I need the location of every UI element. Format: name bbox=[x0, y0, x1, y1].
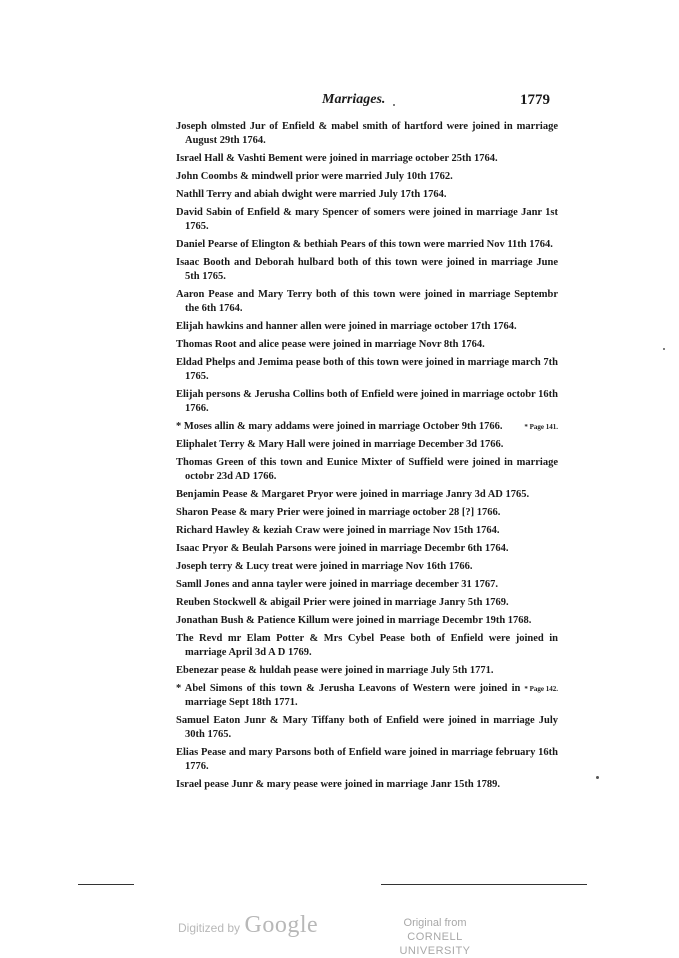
marriage-entry bbox=[176, 682, 558, 710]
entry-text: Elijah persons & Jerusha Collins both of Enfield were joined in marriage octobr 16th 1766. bbox=[176, 389, 558, 414]
entry-text: Thomas Root and alice pease were joined in marriage Novr 8th 1764. bbox=[176, 339, 485, 350]
entry-text: Richard Hawley & keziah Craw were joined in marriage Nov 15th 1764. bbox=[176, 525, 500, 536]
marriage-entry bbox=[176, 614, 558, 628]
page-header bbox=[0, 92, 679, 112]
marriage-entry bbox=[176, 170, 558, 184]
entry-text: Joseph olmsted Jur of Enfield & mabel smith of hartford were joined in marriage August 29th 1764. bbox=[176, 121, 558, 146]
entry-text: Thomas Green of this town and Eunice Mixter of Suffield were joined in marriage octobr 23d AD 1766. bbox=[176, 457, 558, 482]
page-number: 1779 bbox=[520, 92, 550, 108]
entry-text: Isaac Pryor & Beulah Parsons were joined in marriage Decembr 6th 1764. bbox=[176, 543, 509, 554]
entry-text: Elias Pease and mary Parsons both of Enfield ware joined in marriage february 16th 1776. bbox=[176, 747, 558, 772]
entry-text: Aaron Pease and Mary Terry both of this town were joined in marriage Septembr the 6th 1764. bbox=[176, 289, 558, 314]
marriage-entry bbox=[176, 632, 558, 660]
entry-text: Sharon Pease & mary Prier were joined in marriage october 28 [?] 1766. bbox=[176, 507, 501, 518]
institution-name: CORNELL UNIVERSITY bbox=[399, 931, 471, 957]
original-from-watermark bbox=[382, 916, 488, 958]
entry-text: David Sabin of Enfield & mary Spencer of somers were joined in marriage Janr 1st 1765. bbox=[176, 207, 558, 232]
google-logo: Google bbox=[244, 912, 319, 938]
ink-speck bbox=[596, 776, 599, 779]
marriage-entry bbox=[176, 120, 558, 148]
marriage-entry bbox=[176, 542, 558, 556]
marriage-entry bbox=[176, 524, 558, 538]
marriage-entry bbox=[176, 420, 558, 434]
page-reference-note: * Page 141. bbox=[524, 423, 558, 431]
entry-text: Elijah hawkins and hanner allen were joined in marriage october 17th 1764. bbox=[176, 321, 517, 332]
ink-speck bbox=[393, 104, 395, 106]
page-reference-note: * Page 142. bbox=[524, 685, 558, 693]
marriage-entry bbox=[176, 288, 558, 316]
entry-text: Samll Jones and anna tayler were joined in marriage december 31 1767. bbox=[176, 579, 498, 590]
running-title: Marriages. bbox=[322, 92, 386, 107]
entry-text: Reuben Stockwell & abigail Prier were joined in marriage Janry 5th 1769. bbox=[176, 597, 509, 608]
entry-text: Ebenezar pease & huldah pease were joined in marriage July 5th 1771. bbox=[176, 665, 494, 676]
entry-text: Benjamin Pease & Margaret Pryor were joined in marriage Janry 3d AD 1765. bbox=[176, 489, 530, 500]
marriage-entry bbox=[176, 578, 558, 592]
digitized-by-watermark bbox=[178, 912, 318, 939]
marriage-entry bbox=[176, 714, 558, 742]
entry-text: Daniel Pearse of Elington & bethiah Pears of this town were married Nov 11th 1764. bbox=[176, 239, 553, 250]
ink-speck bbox=[663, 348, 665, 350]
entry-text: Eldad Phelps and Jemima pease both of this town were joined in marriage march 7th 1765. bbox=[176, 357, 558, 382]
marriage-entry bbox=[176, 778, 558, 792]
marriage-entry bbox=[176, 256, 558, 284]
marriage-entry bbox=[176, 238, 558, 252]
marriage-entry bbox=[176, 456, 558, 484]
marriage-entry bbox=[176, 320, 558, 334]
marriage-entry bbox=[176, 206, 558, 234]
entry-text: * Moses allin & mary addams were joined in marriage October 9th 1766. bbox=[176, 421, 503, 432]
entry-text: Jonathan Bush & Patience Killum were joined in marriage Decembr 19th 1768. bbox=[176, 615, 532, 626]
original-from-label: Original from bbox=[403, 917, 467, 929]
footer-rule-left bbox=[78, 884, 134, 885]
marriage-entry bbox=[176, 356, 558, 384]
marriage-entry bbox=[176, 560, 558, 574]
marriage-entry bbox=[176, 388, 558, 416]
entry-text: Isaac Booth and Deborah hulbard both of this town were joined in marriage June 5th 1765. bbox=[176, 257, 558, 282]
entry-text: * Abel Simons of this town & Jerusha Leavons of Western were joined in marriage Sept 18th 1771. bbox=[176, 683, 521, 708]
marriage-entries bbox=[176, 120, 558, 796]
entry-text: The Revd mr Elam Potter & Mrs Cybel Pease both of Enfield were joined in marriage April 3d A D 1769. bbox=[176, 633, 558, 658]
entry-text: Joseph terry & Lucy treat were joined in marriage Nov 16th 1766. bbox=[176, 561, 473, 572]
footer-rule-right bbox=[381, 884, 587, 885]
digitized-by-label: Digitized by bbox=[178, 921, 241, 935]
entry-text: Nathll Terry and abiah dwight were married July 17th 1764. bbox=[176, 189, 447, 200]
marriage-entry bbox=[176, 664, 558, 678]
marriage-entry bbox=[176, 338, 558, 352]
entry-text: John Coombs & mindwell prior were married July 10th 1762. bbox=[176, 171, 453, 182]
entry-text: Samuel Eaton Junr & Mary Tiffany both of Enfield were joined in marriage July 30th 1765. bbox=[176, 715, 558, 740]
marriage-entry bbox=[176, 488, 558, 502]
marriage-entry bbox=[176, 746, 558, 774]
marriage-entry bbox=[176, 188, 558, 202]
marriage-entry bbox=[176, 596, 558, 610]
entry-text: Eliphalet Terry & Mary Hall were joined in marriage December 3d 1766. bbox=[176, 439, 504, 450]
marriage-entry bbox=[176, 438, 558, 452]
entry-text: Israel Hall & Vashti Bement were joined in marriage october 25th 1764. bbox=[176, 153, 498, 164]
entry-text: Israel pease Junr & mary pease were joined in marriage Janr 15th 1789. bbox=[176, 779, 501, 790]
marriage-entry bbox=[176, 152, 558, 166]
marriage-entry bbox=[176, 506, 558, 520]
